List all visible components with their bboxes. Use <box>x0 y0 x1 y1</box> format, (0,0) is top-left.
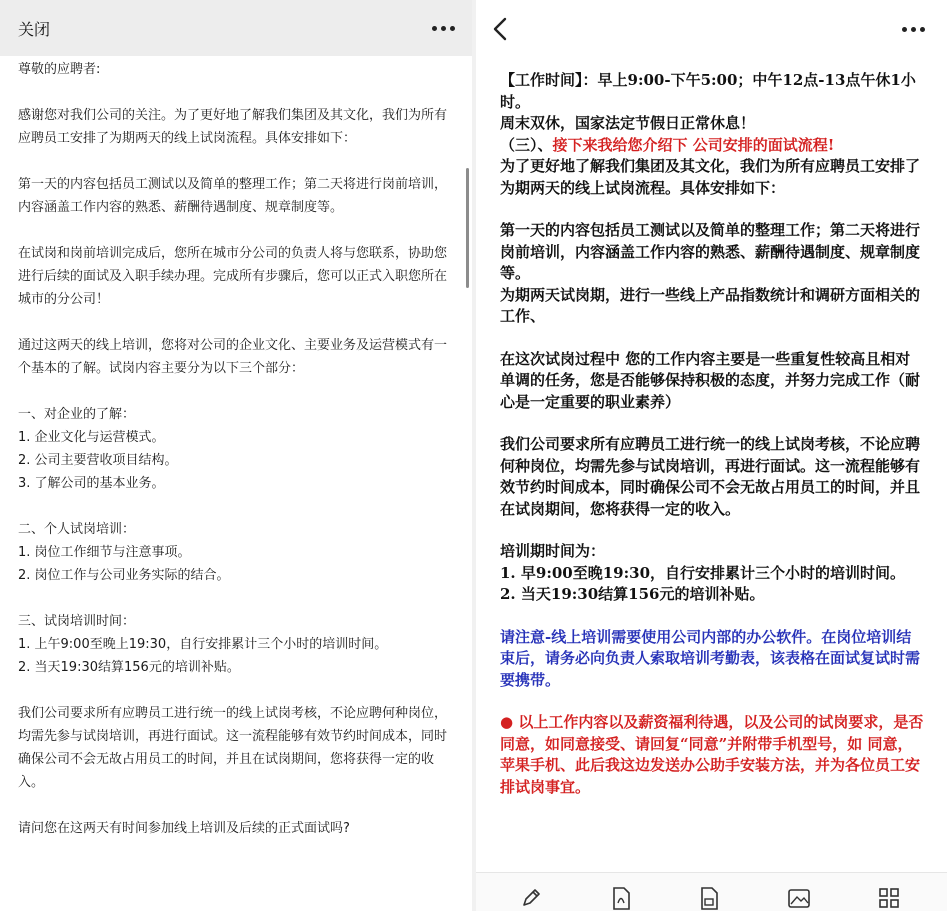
list-item: 3. 了解公司的基本业务。 <box>18 476 165 491</box>
training-item: 1. 早9:00至晚19:30，自行安排累计三个小时的培训时间。 <box>500 563 906 582</box>
list-item: 2. 公司主要营收项目结构。 <box>18 453 178 468</box>
section-three-heading: 接下来我给您介绍下 公司安排的面试流程! <box>552 135 835 154</box>
more-options-icon[interactable] <box>432 26 455 31</box>
requirement-paragraph: 我们公司要求所有应聘员工进行统一的线上试岗考核，不论应聘何种岗位，均需先参与试岗培训，再进行面试。这一流程能够有效节约时间成本，同时确保公司不会无故占用员工的时间，并且在试岗期间，您将获得一定的收入。 <box>18 706 448 790</box>
right-document-panel <box>476 0 947 911</box>
scrollbar-thumb[interactable] <box>466 168 469 288</box>
bottom-toolbar <box>476 872 947 911</box>
list-item: 1. 上午9:00至晚上19:30，自行安排累计三个小时的培训时间。 <box>18 637 388 652</box>
period-paragraph: 为期两天试岗期，进行一些线上产品指数统计和调研方面相关的工作、 <box>500 285 921 325</box>
list-item: 1. 企业文化与运营模式。 <box>18 430 165 445</box>
list-item: 1. 岗位工作细节与注意事项。 <box>18 545 191 560</box>
list-item: 2. 岗位工作与公司业务实际的结合。 <box>18 568 230 583</box>
pencil-icon[interactable] <box>518 885 544 911</box>
days-paragraph: 第一天的内容包括员工测试以及简单的整理工作；第二天将进行岗前培训，内容涵盖工作内容的熟悉、薪酬待遇制度、规章制度等。 <box>500 221 921 282</box>
message-content <box>18 58 456 863</box>
file-icon[interactable] <box>696 885 722 911</box>
section-company <box>18 403 456 495</box>
bullet-icon: ● <box>500 713 514 731</box>
more-options-icon[interactable] <box>902 27 925 32</box>
red-notice <box>500 712 925 798</box>
left-top-bar <box>0 0 472 56</box>
training-item: 2. 当天19:30结算156元的培训补贴。 <box>500 585 765 603</box>
blue-notice: 请注意-线上培训需要使用公司内部的办公软件。在岗位培训结束后，请务必向负责人索取培训考勤表，该表格在面试复试时需要携带。 <box>500 627 921 689</box>
list-item: 2. 当天19:30结算156元的培训补贴。 <box>18 660 240 675</box>
content-paragraph: 在这次试岗过程中 您的工作内容主要是一些重复性较高且相对单调的任务，您是否能够保持积极的态度，并努力完成工作（耐心是一定重要的职业素养） <box>500 349 921 411</box>
section-title: 三、试岗培训时间： <box>18 614 136 629</box>
intro-paragraph: 感谢您对我们公司的关注。为了更好地了解我们集团及其文化，我们为所有应聘员工安排了为期两天的线上试岗流程。具体安排如下： <box>18 108 448 146</box>
worktime-line: 【工作时间】：早上9:00-下午5:00；中午12点-13点午休1小时。 <box>500 71 916 111</box>
weekend-line: 周末双休，国家法定节假日正常休息！ <box>500 114 756 132</box>
back-arrow-icon[interactable] <box>490 14 510 44</box>
greeting-text: 尊敬的应聘者: <box>18 62 101 77</box>
training-title: 培训期时间为： <box>500 542 606 560</box>
section-time <box>18 610 456 679</box>
interview-paragraph: 在试岗和岗前培训完成后，您所在城市分公司的负责人将与您联系，协助您进行后续的面试及入职手续办理。完成所有步骤后，您可以正式入职您所在城市的分公司！ <box>18 246 448 307</box>
image-icon[interactable] <box>786 885 812 911</box>
section-three-line <box>500 135 925 157</box>
red-notice-text: 以上工作内容以及薪资福利待遇，以及公司的试岗要求，是否同意，如同意接受、请回复“同意”并附带手机型号，如 同意，苹果手机、此后我这边发送办公助手安装方法，并为各位员工安排试岗事宜。 <box>500 713 924 796</box>
close-button[interactable]: 关闭 <box>18 20 51 39</box>
requirement-paragraph: 我们公司要求所有应聘员工进行统一的线上试岗考核，不论应聘何种岗位，均需先参与试岗培训，再进行面试。这一流程能够有效节约时间成本，同时确保公司不会无故占用员工的时间，并且在试岗期间，您将获得一定的收入。 <box>500 435 921 518</box>
section-title: 一、对企业的了解： <box>18 407 136 422</box>
question-paragraph: 请问您在这两天有时间参加线上培训及后续的正式面试吗? <box>18 821 350 836</box>
grid-icon[interactable] <box>876 885 902 911</box>
section-title: 二、个人试岗培训： <box>18 522 136 537</box>
left-chat-panel <box>0 0 472 911</box>
section-personal <box>18 518 456 587</box>
intro-paragraph: 为了更好地了解我们集团及其文化，我们为所有应聘员工安排了为期两天的线上试岗流程。具体安排如下： <box>500 157 921 197</box>
schedule-paragraph: 第一天的内容包括员工测试以及简单的整理工作；第二天将进行岗前培训，内容涵盖工作内容的熟悉、薪酬待遇制度、规章制度等。 <box>18 177 448 215</box>
section-three-prefix: （三）、 <box>500 135 553 154</box>
training-period <box>500 541 925 606</box>
document-image-content <box>500 70 925 819</box>
training-overview-paragraph: 通过这两天的线上培训，您将对公司的企业文化、主要业务及运营模式有一个基本的了解。试岗内容主要分为以下三个部分： <box>18 338 448 376</box>
pdf-icon[interactable] <box>608 885 634 911</box>
